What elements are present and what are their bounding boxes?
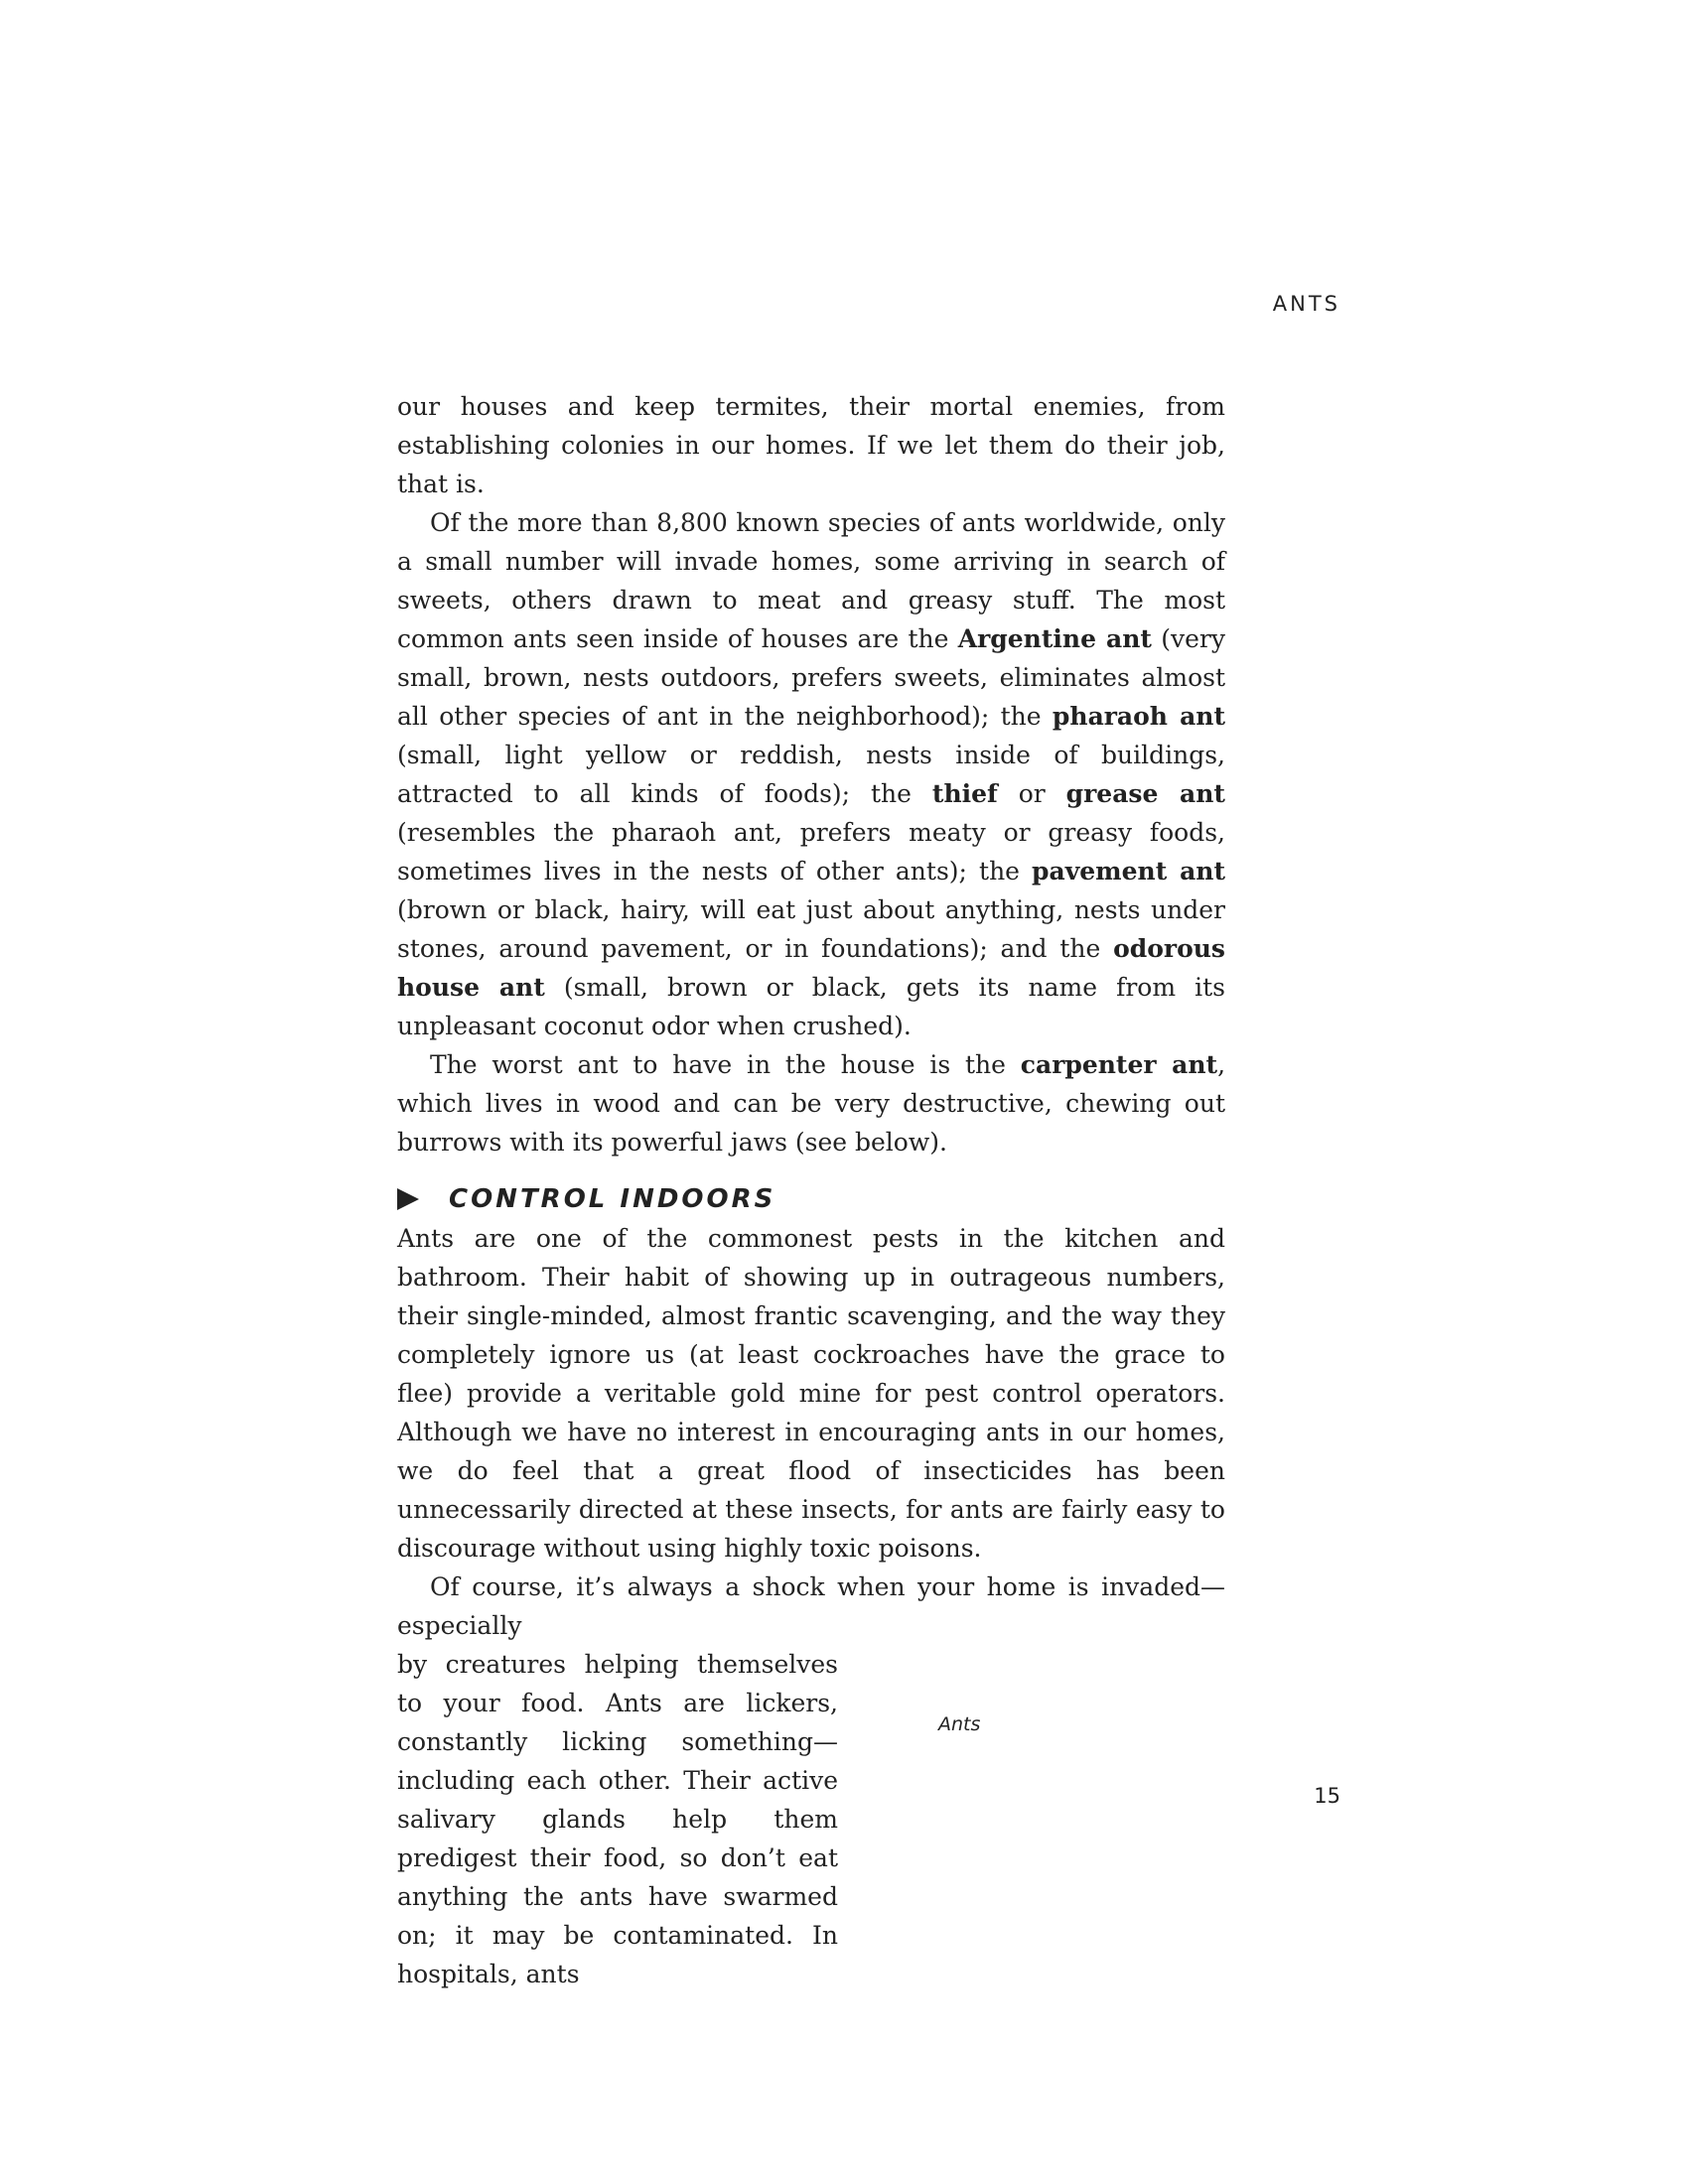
term-pavement-ant: pavement ant	[1032, 857, 1225, 886]
term-odorous-house-ant: odorous house ant	[397, 934, 1225, 1002]
section-heading-text: CONTROL INDOORS	[449, 1183, 776, 1214]
page-number: 15	[1314, 1784, 1340, 1808]
paragraph-carpenter-ant: The worst ant to have in the house is the carpenter ant, which lives in wood and can be very destructive, chewing out burrows with its powerful jaws (see below).	[397, 1050, 1226, 1157]
body-text	[397, 387, 1225, 1993]
term-pharaoh-ant: pharaoh ant	[1052, 702, 1226, 731]
paragraph-invasion-wrapped: by creatures helping themselves to your food. Ants are lickers, constantly licking something—including each other. Their active salivary glands help them predigest their food, so don’t eat anything the ants have swarmed on; it may be contaminated. In hospitals, ants	[397, 1650, 838, 1988]
triangle-bullet-icon	[397, 1188, 419, 1210]
paragraph-invasion-full-line: Of course, it’s always a shock when your home is invaded—especially	[397, 1572, 1225, 1640]
paragraph-ant-species: Of the more than 8,800 known species of ants worldwide, only a small number will invade homes, some arriving in search of sweets, others drawn to meat and greasy stuff. The most common ants seen inside of houses are the Argentine ant (very small, brown, nests outdoors, prefers sweets, eliminates almost all other species of ant in the neighborhood); the pharaoh ant (small, light yellow or reddish, nests inside of buildings, attracted to all kinds of foods); the thief or grease ant (resembles the pharaoh ant, prefers meaty or greasy foods, sometimes lives in the nests of other ants); the pavement ant (brown or black, hairy, will eat just about anything, nests under stones, around pavement, or in foundations); and the odorous house ant (small, brown or black, gets its name from its unpleasant coconut odor when crushed).	[397, 508, 1226, 1040]
term-grease-ant: grease ant	[1065, 779, 1225, 808]
paragraph-control-indoors: Ants are one of the commonest pests in the kitchen and bathroom. Their habit of showing up in outrageous numbers, their single-minded, almost frantic scavenging, and the way they completely ignore us (at least cockroaches have the grace to flee) provide a veritable gold mine for pest control operators. Although we have no interest in encouraging ants in our homes, we do feel that a great flood of insecticides has been unnecessarily directed at these insects, for ants are fairly easy to discourage without using highly toxic poisons.	[397, 1224, 1225, 1563]
term-argentine-ant: Argentine ant	[957, 624, 1152, 653]
term-carpenter-ant: carpenter ant	[1020, 1050, 1218, 1079]
figure-caption: Ants	[938, 1713, 981, 1735]
section-heading	[397, 1179, 1225, 1219]
term-thief: thief	[931, 779, 998, 808]
paragraph-continuation: our houses and keep termites, their mortal enemies, from establishing colonies in our homes. If we let them do their job, that is.	[397, 392, 1225, 498]
running-head: ANTS	[1272, 292, 1340, 316]
